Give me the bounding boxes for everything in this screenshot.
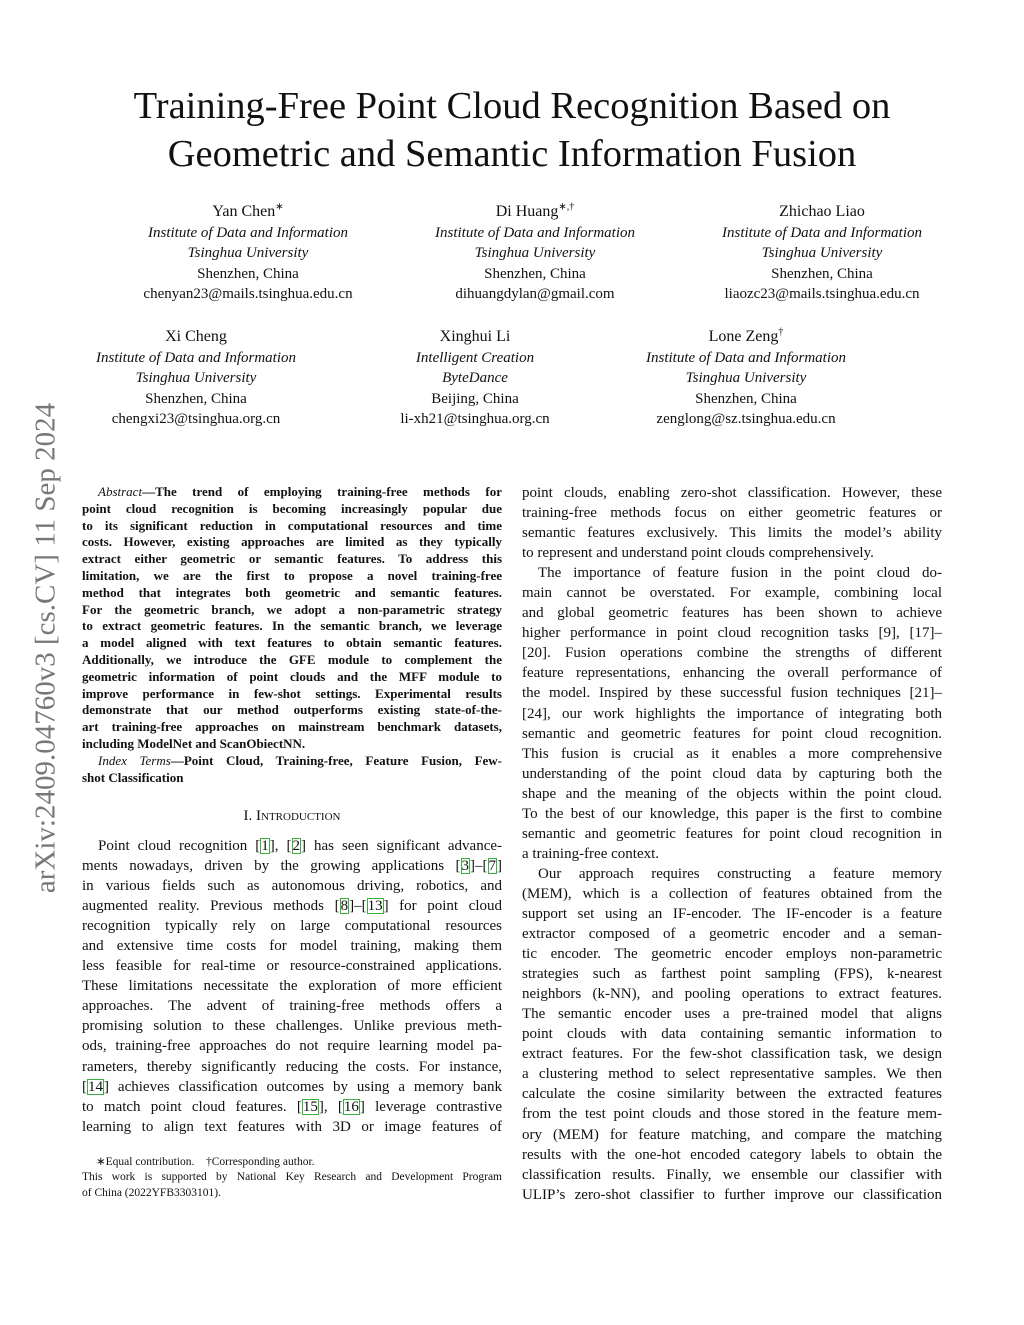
author-email[interactable]: chenyan23@mails.tsinghua.edu.cn xyxy=(143,286,353,303)
abstract-line: to extract geometric features. In the semantic branch, we leverage xyxy=(82,618,502,634)
text-line: recognition typically rely on large computational resources xyxy=(82,918,502,935)
abstract-line: to its significant reduction in computational resources and time xyxy=(82,517,502,533)
author-location: Shenzhen, China xyxy=(145,390,247,407)
text-line: approaches. The advent of training-free methods offers a xyxy=(82,998,502,1015)
citation-link[interactable]: 1 xyxy=(261,838,269,854)
abstract-line: geometric information of point clouds and the MFF module to xyxy=(82,668,502,684)
author-name: Lone Zeng xyxy=(708,328,779,345)
text-line: results with the one-hot encoded category labels to obtain the xyxy=(522,1146,942,1163)
text-line: to represent and understand point clouds comprehensively. xyxy=(522,545,874,562)
abstract xyxy=(82,484,502,786)
author-institution: Tsinghua University xyxy=(685,370,807,387)
author-affiliation: Institute of Data and Information xyxy=(148,224,348,241)
author-affiliation: Intelligent Creation xyxy=(415,349,535,366)
author-name: Di Huang xyxy=(495,203,559,220)
text-line: the model. Inspired by these successful fusion techniques [21]– xyxy=(522,685,942,702)
abstract-line: costs. However, existing approaches are limited as they typically xyxy=(82,534,502,550)
text-line: semantic and geometric features for point cloud recognition. xyxy=(522,725,942,742)
abstract-line: including ModelNet and ScanObiectNN. xyxy=(82,735,306,751)
text-line: promising solution to these challenges. Unlike previous meth- xyxy=(82,1018,502,1035)
text-line: training-free methods focus on either geometric features or xyxy=(522,505,942,522)
title-line: Geometric and Semantic Information Fusion xyxy=(167,133,857,175)
text-line: [20]. Fusion operations combine the strengths of different xyxy=(522,645,942,662)
index-terms-label: Index Terms xyxy=(98,752,171,768)
text-line: less feasible for real-time or resource-constrained applications. xyxy=(82,958,502,975)
abstract-line: point cloud recognition is becoming increasingly popular due xyxy=(82,500,502,516)
author-name: Yan Chen xyxy=(212,203,276,220)
text-line: ments nowadays, driven by the growing applications [3]–[7] xyxy=(82,858,502,875)
citation-link[interactable]: 8 xyxy=(340,898,349,915)
text-line: [24], our work highlights the importance of integrating both xyxy=(522,705,942,722)
text-line: a training-free context. xyxy=(522,845,660,862)
text-line: Our approach requires constructing a feature memory xyxy=(538,865,942,882)
text-line: [14] achieves classification outcomes by using a memory bank xyxy=(82,1078,502,1095)
abstract-line: demonstrate that our method outperforms existing state-of-the- xyxy=(82,702,502,718)
author-affiliation: Institute of Data and Information xyxy=(96,349,296,366)
abstract-line xyxy=(82,484,502,501)
text-line: ory (MEM) for feature matching, and compare the matching xyxy=(522,1126,942,1143)
abstract-line: Additionally, we introduce the GFE module to complement the xyxy=(82,651,502,667)
text-line: learning to align text features with 3D or image features of xyxy=(82,1118,502,1135)
text-line: and global geometric features has been shown to achieve xyxy=(522,605,942,622)
author-email[interactable]: li-xh21@tsinghua.org.cn xyxy=(400,411,550,428)
text-line: ULIP’s zero-shot classifier to further improve our classification xyxy=(522,1186,942,1203)
text-line: point clouds, enabling zero-shot classification. However, these xyxy=(522,485,942,501)
author-institution: Tsinghua University xyxy=(187,245,309,262)
text-line: a clustering method to select representative samples. We then xyxy=(522,1066,942,1083)
text-line: and extensive time costs for model training, making them xyxy=(82,938,502,955)
footnote-funding: This work is supported by National Key Research and Development Program xyxy=(82,1171,502,1184)
author-location: Beijing, China xyxy=(431,390,519,407)
text-line: feature representations, enhancing the overall performance of xyxy=(522,665,942,682)
author-card xyxy=(596,327,896,430)
author-name: Xinghui Li xyxy=(439,328,511,345)
abstract-line: For the geometric branch, we adopt a non-parametric strategy xyxy=(82,601,502,617)
index-terms-text: —Point Cloud, Training-free, Feature Fusion, Few- xyxy=(170,752,502,768)
author-location: Shenzhen, China xyxy=(484,265,586,282)
section-heading: I. Introduction xyxy=(243,808,341,824)
author-mark: † xyxy=(778,326,784,338)
text-line: higher performance in point cloud recognition tasks [9], [17]– xyxy=(522,625,942,642)
abstract-label: Abstract xyxy=(98,484,143,499)
author-card xyxy=(672,202,972,305)
index-terms-line xyxy=(82,753,502,770)
citation-link[interactable]: 2 xyxy=(292,838,300,854)
abstract-line: limitation, we are the first to propose a novel training-free xyxy=(82,567,502,583)
text-line: neighbors (k-NN), and pooling operations to extract features. xyxy=(522,986,942,1003)
author-card xyxy=(325,327,625,430)
citation-link[interactable]: 16 xyxy=(343,1098,359,1115)
author-location: Shenzhen, China xyxy=(197,265,299,282)
author-email[interactable]: dihuangdylan@gmail.com xyxy=(455,286,615,303)
author-email[interactable]: zenglong@sz.tsinghua.edu.cn xyxy=(656,411,836,428)
abstract-line: extract either geometric or semantic features. To address this xyxy=(82,551,502,567)
index-terms-line: shot Classification xyxy=(82,769,184,785)
abstract-line: method that integrates both geometric and semantic features. xyxy=(82,584,502,600)
text-line: calculate the cosine similarity between the extracted features xyxy=(522,1086,942,1103)
intro-left-column xyxy=(82,836,502,1137)
text-line: The semantic encoder uses a pre-trained model that aligns xyxy=(522,1006,942,1023)
text-line: extract features. For the few-shot classification task, we design xyxy=(522,1046,942,1063)
paper-title xyxy=(0,82,1024,178)
text-line: ods, training-free approaches do not require learning model pa- xyxy=(82,1038,502,1055)
text-line: main cannot be overstated. For example, combining local xyxy=(522,585,942,602)
text-line: To the best of our knowledge, this paper is the first to combine xyxy=(522,805,942,822)
author-card xyxy=(98,202,398,305)
text-line: rameters, thereby significantly reducing the costs. For instance, xyxy=(82,1058,502,1075)
author-affiliation: Institute of Data and Information xyxy=(646,349,846,366)
footnotes xyxy=(82,1155,502,1201)
abstract-line: art training-free approaches on mainstream benchmark datasets, xyxy=(82,719,502,735)
text-line: classification results. Finally, we ensemble our classifier with xyxy=(522,1166,942,1183)
text-line: to match point cloud features. [15], [16] leverage contrastive xyxy=(82,1098,502,1115)
text-line: shape and the meaning of the objects within the point cloud. xyxy=(522,785,942,802)
footnote-corresponding: †Corresponding author. xyxy=(205,1156,315,1168)
text-line: strategies such as farthest point sampling (FPS), k-nearest xyxy=(522,966,942,983)
text-line: These limitations necessitate the exploration of more efficient xyxy=(82,978,502,995)
author-name: Xi Cheng xyxy=(165,328,227,345)
author-email[interactable]: chengxi23@tsinghua.org.cn xyxy=(111,411,281,428)
text-line: support set using an IF-encoder. The IF-encoder is a feature xyxy=(522,905,942,922)
citation-link[interactable]: 7 xyxy=(488,858,496,875)
text-line: This fusion is crucial as it enables a more comprehensive xyxy=(522,745,942,762)
text-line: point clouds with data containing semantic information to xyxy=(522,1026,942,1043)
author-card xyxy=(385,202,685,305)
author-location: Shenzhen, China xyxy=(695,390,797,407)
author-institution: ByteDance xyxy=(442,370,508,387)
text-line: from the test point clouds and those stored in the feature mem- xyxy=(522,1106,942,1123)
author-mark: ∗,† xyxy=(558,201,575,213)
text-line: semantic features exclusively. This limits the model’s ability xyxy=(522,525,942,542)
citation-link[interactable]: 15 xyxy=(302,1098,318,1115)
title-line: Training-Free Point Cloud Recognition Based on xyxy=(133,85,891,127)
text-line: augmented reality. Previous methods [8]–[13] for point cloud xyxy=(82,898,502,915)
author-mark: ∗ xyxy=(275,201,284,213)
citation-link[interactable]: 13 xyxy=(367,898,383,915)
abstract-text: —The trend of employing training-free methods for xyxy=(142,484,502,499)
text-line: semantic and geometric features for point cloud recognition in xyxy=(522,825,942,842)
author-email[interactable]: liaozc23@mails.tsinghua.edu.cn xyxy=(724,286,920,303)
text-line: in various fields such as autonomous driving, robotics, and xyxy=(82,878,502,895)
author-affiliation: Institute of Data and Information xyxy=(722,224,922,241)
author-institution: Tsinghua University xyxy=(474,245,596,262)
text-line: tic encoder. The geometric encoder employs non-parametric xyxy=(522,946,942,963)
author-name: Zhichao Liao xyxy=(779,203,865,220)
text-line: understanding of the point cloud data by capturing both the xyxy=(522,765,942,782)
author-institution: Tsinghua University xyxy=(761,245,883,262)
text-line: The importance of feature fusion in the point cloud do- xyxy=(538,565,942,582)
abstract-line: a model aligned with text features to obtain semantic features. xyxy=(82,635,502,651)
author-affiliation: Institute of Data and Information xyxy=(435,224,635,241)
citation-link[interactable]: 14 xyxy=(88,1078,103,1095)
text-line: Point cloud recognition [1], [2] has seen significant advance- xyxy=(98,838,503,854)
arxiv-stamp: arXiv:2409.04760v3 [cs.CV] 11 Sep 2024 xyxy=(29,402,62,894)
text-line: (MEM), which is a collection of features obtained from the xyxy=(522,885,942,902)
citation-link[interactable]: 3 xyxy=(461,858,469,875)
footnote-funding-cont: of China (2022YFB3303101). xyxy=(82,1186,221,1199)
footnote-equal: ∗Equal contribution. xyxy=(96,1156,195,1168)
abstract-line: improve performance in few-shot settings. Experimental results xyxy=(82,685,502,701)
author-institution: Tsinghua University xyxy=(135,370,257,387)
author-location: Shenzhen, China xyxy=(771,265,873,282)
author-card xyxy=(46,327,346,430)
text-line: extractor composed of a geometric encoder and a seman- xyxy=(522,926,942,943)
intro-right-column xyxy=(522,483,942,1205)
